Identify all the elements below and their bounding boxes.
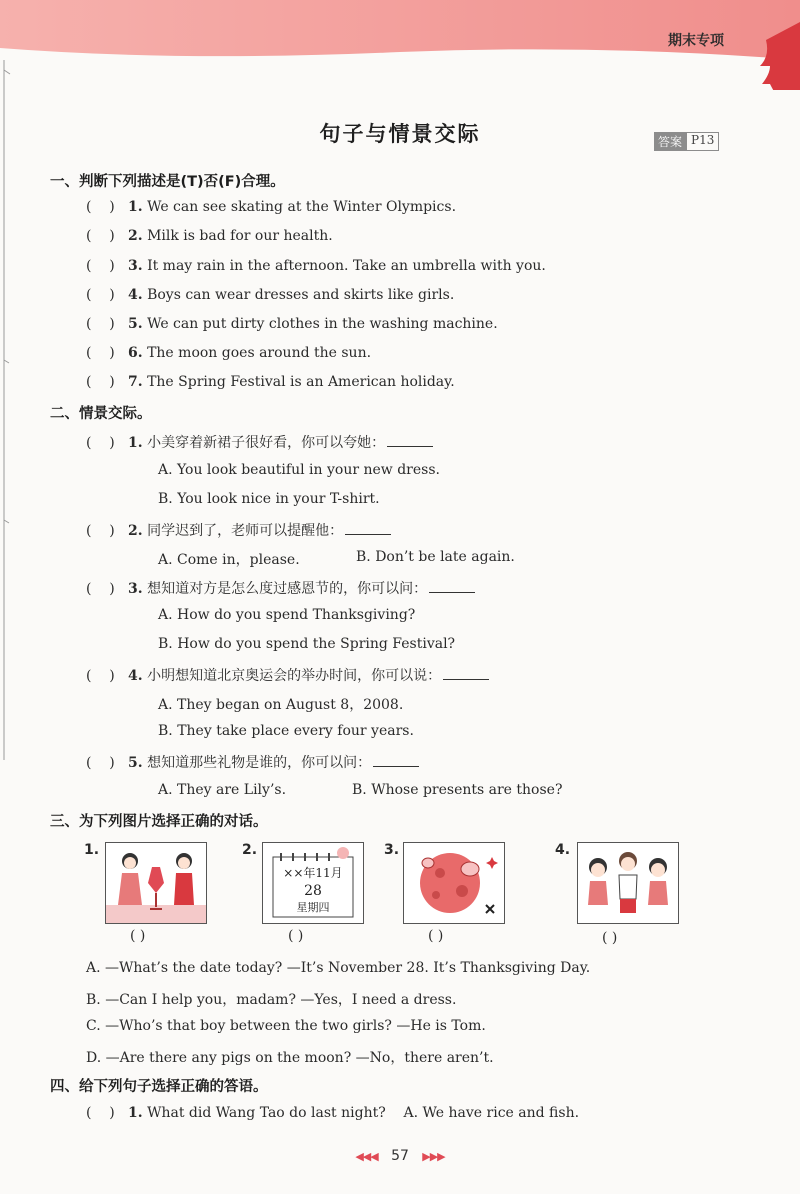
calendar-icon [263, 843, 363, 923]
picture-3-answer: ( ) [428, 928, 444, 944]
shop-dress-icon [106, 843, 206, 923]
picture-2 [262, 842, 364, 924]
s4-item-1: ( ) 1. What did Wang Tao do last night? A. We have rice and fish. [86, 1105, 580, 1121]
s1-item-2: ( ) 2. Milk is bad for our health. [86, 228, 333, 244]
s1-item-5: ( ) 5. We can put dirty clothes in the washing machine. [86, 316, 498, 332]
section4-heading: 四、给下列句子选择正确的答语。 [50, 1079, 268, 1095]
picture-4-answer: ( ) [602, 930, 618, 946]
right-arrows-icon: ▶▶▶ [422, 1150, 445, 1163]
page-footer [0, 1148, 800, 1164]
dialogue-c: C. —Who’s that boy between the two girls? —He is Tom. [86, 1018, 486, 1034]
s2-item-2: ( ) 2. 同学迟到了，老师可以提醒他： [86, 520, 391, 540]
picture-2-answer: ( ) [288, 928, 304, 944]
left-arrows-icon: ◀◀◀ [355, 1150, 378, 1163]
dialogue-a: A. —What’s the date today? —It’s November 28. It’s Thanksgiving Day. [86, 960, 591, 976]
moon-pigs-icon [404, 843, 504, 923]
s2-item-1: ( ) 1. 小美穿着新裙子很好看，你可以夸她： [86, 432, 433, 452]
picture-4-number: 4. [555, 842, 571, 858]
section-tag: 期末专项 [668, 33, 724, 49]
page-number: 57 [391, 1148, 409, 1164]
s2-item-3-option-b: B. How do you spend the Spring Festival? [158, 636, 456, 652]
s2-item-1-option-b: B. You look nice in your T-shirt. [158, 491, 380, 507]
picture-1-answer: ( ) [130, 928, 146, 944]
answer-label: 答案 [654, 132, 686, 151]
dialogue-d: D. —Are there any pigs on the moon? —No，there aren’t. [86, 1050, 494, 1066]
s2-item-2-option-b: B. Don’t be late again. [356, 549, 515, 565]
picture-1-number: 1. [84, 842, 100, 858]
s2-item-5-option-b: B. Whose presents are those? [352, 782, 563, 798]
s2-item-5-option-a: A. They are Lily’s. [158, 782, 287, 798]
picture-4 [577, 842, 679, 924]
s2-item-5: ( ) 5. 想知道那些礼物是谁的，你可以问： [86, 752, 419, 772]
s2-item-2-option-a: A. Come in，please. [158, 552, 300, 568]
picture-3 [403, 842, 505, 924]
calendar-day: 28 [304, 883, 322, 899]
s4-item-1-option-a: A. We have rice and fish. [403, 1105, 580, 1121]
s1-item-3: ( ) 3. It may rain in the afternoon. Take an umbrella with you. [86, 258, 546, 274]
s2-item-4-option-b: B. They take place every four years. [158, 723, 414, 739]
s1-item-7: ( ) 7. The Spring Festival is an American holiday. [86, 374, 455, 390]
answer-ref [654, 132, 719, 151]
s1-item-4: ( ) 4. Boys can wear dresses and skirts like girls. [86, 287, 455, 303]
s2-item-4-option-a: A. They began on August 8，2008. [158, 697, 404, 713]
binding-marks [0, 60, 14, 760]
picture-1 [105, 842, 207, 924]
picture-2-number: 2. [242, 842, 258, 858]
s2-item-4: ( ) 4. 小明想知道北京奥运会的举办时间，你可以说： [86, 665, 489, 685]
s1-item-1: ( ) 1. We can see skating at the Winter Olympics. [86, 199, 457, 215]
s2-item-3: ( ) 3. 想知道对方是怎么度过感恩节的，你可以问： [86, 578, 475, 598]
calendar-month: ××年11月 [283, 866, 343, 880]
dialogue-b: B. —Can I help you，madam? —Yes，I need a dress. [86, 992, 457, 1008]
page-title: 句子与情景交际 [319, 122, 481, 146]
section2-heading: 二、情景交际。 [50, 406, 152, 422]
s2-item-1-option-a: A. You look beautiful in your new dress. [158, 462, 440, 478]
picture-3-number: 3. [384, 842, 400, 858]
section1-heading: 一、判断下列描述是(T)否(F)合理。 [50, 174, 285, 190]
s1-item-6: ( ) 6. The moon goes around the sun. [86, 345, 372, 361]
calendar-weekday: 星期四 [296, 901, 330, 914]
answer-page: P13 [686, 132, 719, 151]
section3-heading: 三、为下列图片选择正确的对话。 [50, 814, 268, 830]
s2-item-3-option-a: A. How do you spend Thanksgiving? [158, 607, 416, 623]
three-children-icon [578, 843, 678, 923]
